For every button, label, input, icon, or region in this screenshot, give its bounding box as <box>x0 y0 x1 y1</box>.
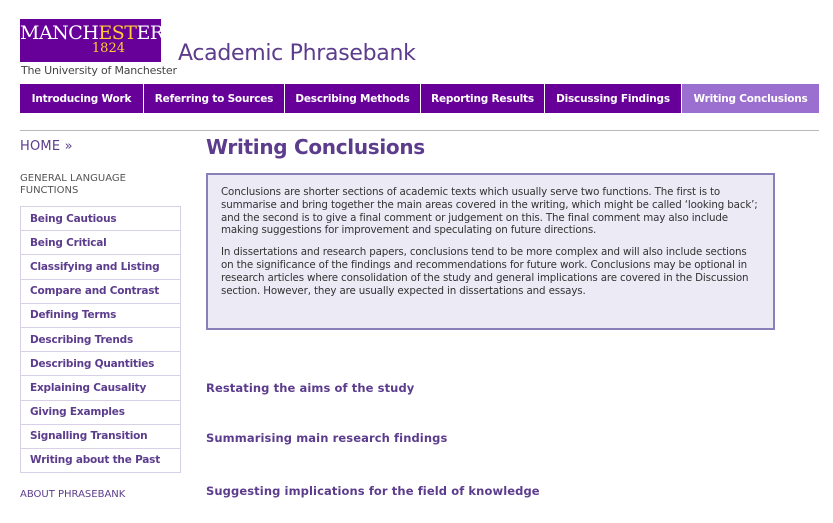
sidebar-item-classifying-and-listing[interactable]: Classifying and Listing <box>20 255 181 279</box>
section-suggesting-implications[interactable]: Suggesting implications for the field of knowledge <box>206 484 540 498</box>
section-summarising-findings[interactable]: Summarising main research findings <box>206 431 448 445</box>
sidebar-menu <box>20 206 181 473</box>
section-restating-aims[interactable]: Restating the aims of the study <box>206 381 415 395</box>
nav-tab-introducing-work[interactable]: Introducing Work <box>20 84 144 113</box>
sidebar-item-compare-and-contrast[interactable]: Compare and Contrast <box>20 280 181 304</box>
sidebar-item-signalling-transition[interactable]: Signalling Transition <box>20 425 181 449</box>
intro-paragraph: Conclusions are shorter sections of academic texts which usually serve two functions. The first is to summarise and bring together the main areas covered in the writing, which might be called ‘looking back’; and the second is to give a final comment or judgement on this. The final comment may also include making suggestions for improvement and speculating on future directions. <box>221 186 758 237</box>
horizontal-divider <box>20 130 819 131</box>
logo-wordmark: MANCHESTER <box>20 22 164 44</box>
home-link[interactable]: HOME » <box>20 139 73 154</box>
nav-tab-discussing-findings[interactable]: Discussing Findings <box>545 84 682 113</box>
intro-paragraph: In dissertations and research papers, conclusions tend to be more complex and will also include sections on the significance of the findings and recommendations for future work. Conclusions may be optional in research articles where consolidation of the study and general implications are covered in the Discussion section. However, they are usually expected in dissertations and essays. <box>221 246 749 297</box>
nav-tab-reporting-results[interactable]: Reporting Results <box>421 84 545 113</box>
sidebar-item-describing-quantities[interactable]: Describing Quantities <box>20 352 181 376</box>
sidebar-heading: GENERAL LANGUAGE FUNCTIONS <box>20 173 126 196</box>
sidebar-item-being-critical[interactable]: Being Critical <box>20 231 181 255</box>
sidebar-item-defining-terms[interactable]: Defining Terms <box>20 304 181 328</box>
nav-tab-writing-conclusions[interactable]: Writing Conclusions <box>682 84 819 113</box>
sidebar-item-giving-examples[interactable]: Giving Examples <box>20 401 181 425</box>
nav-tab-describing-methods[interactable]: Describing Methods <box>285 84 421 113</box>
sidebar-item-writing-about-the-past[interactable]: Writing about the Past <box>20 449 181 473</box>
university-logo[interactable] <box>20 19 164 62</box>
about-phrasebank-link[interactable]: ABOUT PHRASEBANK <box>20 489 126 500</box>
top-navigation <box>20 84 819 113</box>
logo-subtitle: The University of Manchester <box>21 64 177 77</box>
page-title: Writing Conclusions <box>206 135 425 159</box>
site-title[interactable]: Academic Phrasebank <box>178 41 416 66</box>
nav-tab-referring-to-sources[interactable]: Referring to Sources <box>144 84 285 113</box>
sidebar-item-describing-trends[interactable]: Describing Trends <box>20 328 181 352</box>
sidebar-item-explaining-causality[interactable]: Explaining Causality <box>20 376 181 400</box>
logo-year: 1824 <box>91 41 125 56</box>
intro-box <box>206 173 775 330</box>
sidebar-item-being-cautious[interactable]: Being Cautious <box>20 207 181 231</box>
